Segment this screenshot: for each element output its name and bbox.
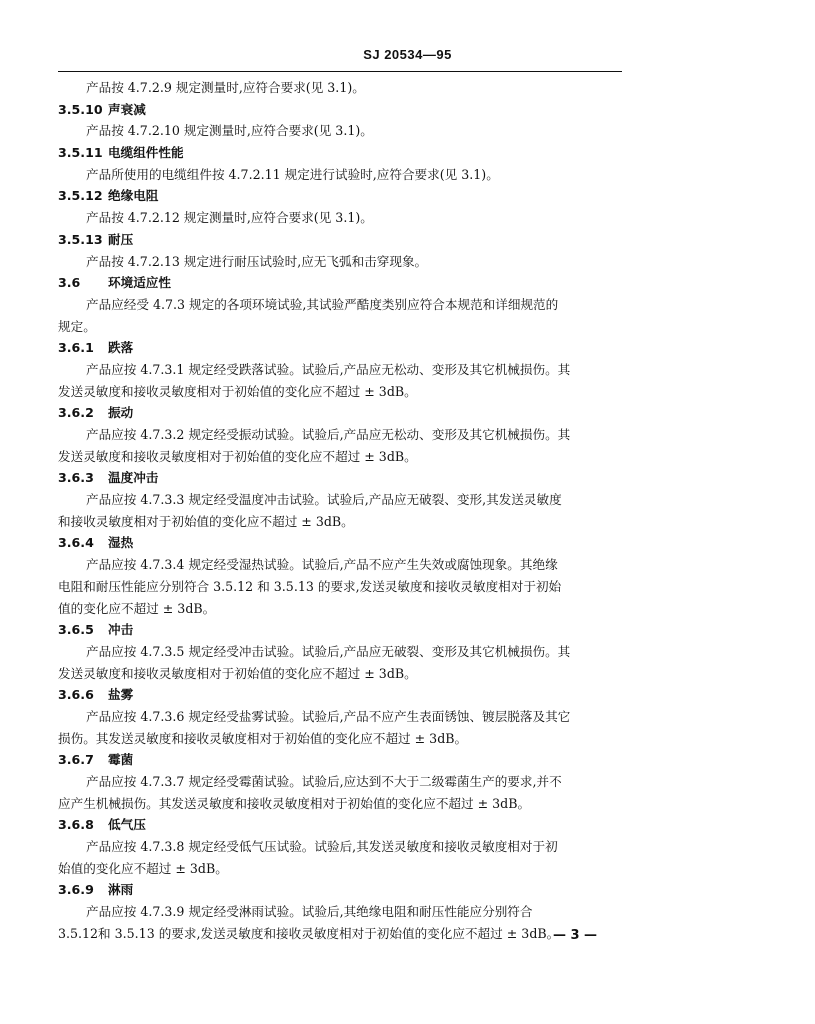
page-number: — 3 — <box>552 928 598 943</box>
section-title: 声衰减 <box>108 101 146 117</box>
paragraph-line: 产品按 4.7.2.10 规定测量时,应符合要求(见 3.1)。 <box>86 123 373 139</box>
paragraph-line: 产品应按 4.7.3.6 规定经受盐雾试验。试验后,产品不应产生表面锈蚀、镀层脱落及其它 <box>86 708 571 724</box>
paragraph-line: 和接收灵敏度相对于初始值的变化应不超过 ± 3dB。 <box>58 513 354 529</box>
section-title: 盐雾 <box>108 687 134 703</box>
section-title: 耐压 <box>108 231 134 247</box>
paragraph-line: 发送灵敏度和接收灵敏度相对于初始值的变化应不超过 ± 3dB。 <box>58 665 417 681</box>
paragraph-line: 产品应经受 4.7.3 规定的各项环境试验,其试验严酷度类别应符合本规范和详细规范的 <box>86 296 559 312</box>
paragraph-line: 产品应按 4.7.3.5 规定经受冲击试验。试验后,产品应无破裂、变形及其它机械损伤。其 <box>86 643 571 659</box>
section-heading <box>58 532 623 554</box>
section-heading <box>58 402 623 424</box>
section-number: 3.6.5 <box>58 622 94 638</box>
paragraph-line: 产品应按 4.7.3.3 规定经受温度冲击试验。试验后,产品应无破裂、变形,其发送灵敏度 <box>86 492 562 508</box>
paragraph-line: 电阻和耐压性能应分别符合 3.5.12 和 3.5.13 的要求,发送灵敏度和接收灵敏度相对于初始 <box>58 578 562 594</box>
section-number: 3.6 <box>58 275 81 291</box>
section-heading <box>58 142 623 164</box>
section-title: 振动 <box>108 405 134 421</box>
section-title: 湿热 <box>108 535 134 551</box>
document-body <box>58 77 623 945</box>
section-title: 温度冲击 <box>108 470 159 486</box>
section-title: 淋雨 <box>108 882 134 898</box>
paragraph-line: 产品按 4.7.2.13 规定进行耐压试验时,应无飞弧和击穿现象。 <box>86 253 428 269</box>
section-heading <box>58 684 623 706</box>
section-number: 3.6.6 <box>58 687 94 703</box>
paragraph-line: 产品应按 4.7.3.9 规定经受淋雨试验。试验后,其绝缘电阻和耐压性能应分别符合 <box>86 904 533 920</box>
section-title: 低气压 <box>108 817 146 833</box>
paragraph-line: 产品应按 4.7.3.7 规定经受霉菌试验。试验后,应达到不大于二级霉菌生产的要求,并不 <box>86 774 562 789</box>
section-number: 3.6.2 <box>58 405 94 421</box>
section-title: 冲击 <box>108 622 134 638</box>
section-heading <box>58 879 623 901</box>
section-number: 3.5.10 <box>58 101 103 117</box>
section-title: 环境适应性 <box>108 275 171 291</box>
section-number: 3.6.9 <box>58 882 94 898</box>
header-divider <box>58 71 622 72</box>
section-heading <box>58 814 623 836</box>
section-heading <box>58 185 623 207</box>
section-title: 电缆组件性能 <box>108 145 184 161</box>
document-code-header: SJ 20534—95 <box>363 47 452 62</box>
section-number: 3.6.7 <box>58 752 94 768</box>
paragraph-line: 发送灵敏度和接收灵敏度相对于初始值的变化应不超过 ± 3dB。 <box>58 383 417 399</box>
paragraph-line: 产品应按 4.7.3.2 规定经受振动试验。试验后,产品应无松动、变形及其它机械损伤。其 <box>86 427 571 442</box>
paragraph-line: 应产生机械损伤。其发送灵敏度和接收灵敏度相对于初始值的变化应不超过 ± 3dB。 <box>58 795 531 811</box>
section-number: 3.5.13 <box>58 231 103 247</box>
paragraph-line: 产品按 4.7.2.12 规定测量时,应符合要求(见 3.1)。 <box>86 210 373 226</box>
paragraph-line: 产品应按 4.7.3.1 规定经受跌落试验。试验后,产品应无松动、变形及其它机械损伤。其 <box>86 361 571 377</box>
paragraph-line: 3.5.12和 3.5.13 的要求,发送灵敏度和接收灵敏度相对于初始值的变化应不超过 ± 3dB。 <box>58 925 560 941</box>
section-heading <box>58 229 623 251</box>
paragraph-line: 产品应按 4.7.3.4 规定经受湿热试验。试验后,产品不应产生失效或腐蚀现象。其绝缘 <box>86 557 558 573</box>
section-heading <box>58 337 623 359</box>
paragraph-line: 产品按 4.7.2.9 规定测量时,应符合要求(见 3.1)。 <box>86 80 365 95</box>
section-number: 3.6.3 <box>58 470 94 486</box>
section-number: 3.6.1 <box>58 340 94 356</box>
section-heading <box>58 272 623 294</box>
section-number: 3.5.11 <box>58 145 103 161</box>
section-heading <box>58 99 623 121</box>
section-title: 跌落 <box>108 340 134 356</box>
section-title: 霉菌 <box>108 752 134 768</box>
paragraph-line: 值的变化应不超过 ± 3dB。 <box>58 600 216 616</box>
paragraph-line: 始值的变化应不超过 ± 3dB。 <box>58 860 228 876</box>
section-number: 3.6.4 <box>58 535 94 551</box>
paragraph-line: 产品所使用的电缆组件按 4.7.2.11 规定进行试验时,应符合要求(见 3.1)。 <box>86 166 499 182</box>
paragraph-line: 发送灵敏度和接收灵敏度相对于初始值的变化应不超过 ± 3dB。 <box>58 448 417 464</box>
section-heading <box>58 749 623 771</box>
section-number: 3.5.12 <box>58 188 103 204</box>
section-title: 绝缘电阻 <box>108 188 159 204</box>
paragraph-line: 规定。 <box>58 318 96 334</box>
section-heading <box>58 467 623 489</box>
section-number: 3.6.8 <box>58 817 94 833</box>
paragraph-line: 损伤。其发送灵敏度和接收灵敏度相对于初始值的变化应不超过 ± 3dB。 <box>58 730 468 746</box>
paragraph-line: 产品应按 4.7.3.8 规定经受低气压试验。试验后,其发送灵敏度和接收灵敏度相对于初 <box>86 839 558 855</box>
section-heading <box>58 619 623 641</box>
